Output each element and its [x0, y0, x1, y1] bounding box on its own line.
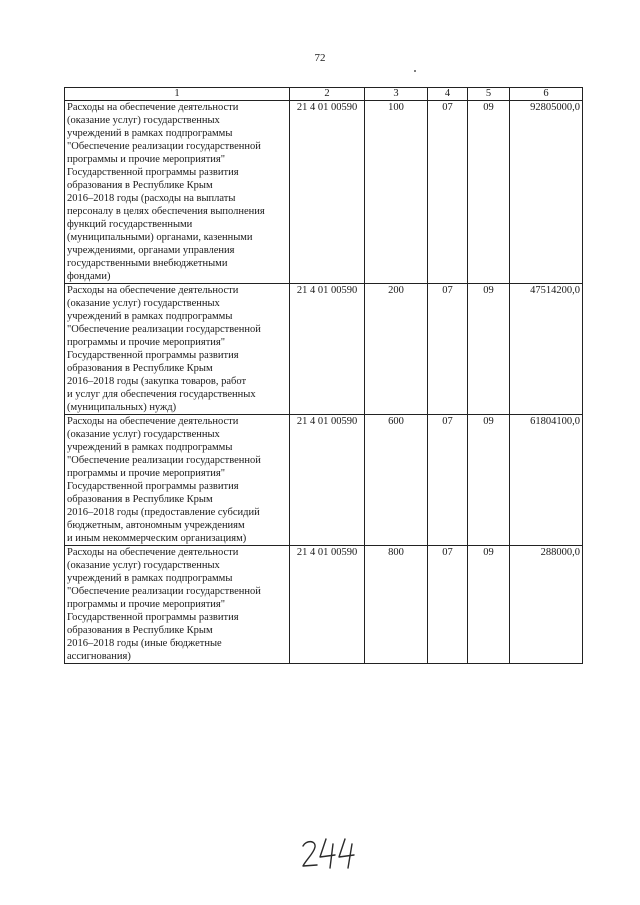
description-line: 2016–2018 годы (закупка товаров, работ [67, 376, 247, 387]
description-line: программы и прочие мероприятия" [67, 599, 226, 610]
expense-description [65, 546, 290, 664]
column-header: 4 [428, 88, 468, 101]
expense-type-cell: 600 [365, 415, 428, 546]
description-line: Государственной программы развития [67, 481, 239, 492]
description-line: (оказание услуг) государственных [67, 115, 220, 126]
target-code-cell: 21 4 01 00590 [290, 284, 365, 415]
description-line: Государственной программы развития [67, 350, 239, 361]
description-line: учреждений в рамках подпрограммы [67, 442, 233, 453]
description-line: (муниципальными) органами, казенными [67, 232, 253, 243]
description-line: и услуг для обеспечения государственных [67, 389, 256, 400]
description-line: Расходы на обеспечение деятельности [67, 547, 239, 558]
column-header: 1 [65, 88, 290, 101]
section-cell: 07 [428, 415, 468, 546]
description-line: 2016–2018 годы (расходы на выплаты [67, 193, 236, 204]
description-line: образования в Республике Крым [67, 625, 213, 636]
table-row [65, 101, 583, 284]
description-line: программы и прочие мероприятия" [67, 468, 226, 479]
expense-type-cell: 200 [365, 284, 428, 415]
description-line: учреждений в рамках подпрограммы [67, 573, 233, 584]
description-line: фондами) [67, 271, 111, 282]
subsection-cell: 09 [468, 546, 510, 664]
table-row [65, 546, 583, 664]
description-line: персоналу в целях обеспечения выполнения [67, 206, 265, 217]
section-cell: 07 [428, 284, 468, 415]
column-header: 3 [365, 88, 428, 101]
page-number: 72 [314, 52, 326, 64]
description-line: учреждениями, органами управления [67, 245, 235, 256]
column-header: 2 [290, 88, 365, 101]
section-cell: 07 [428, 101, 468, 284]
description-line: Расходы на обеспечение деятельности [67, 416, 239, 427]
description-line: учреждений в рамках подпрограммы [67, 128, 233, 139]
column-header: 5 [468, 88, 510, 101]
description-line: и иным некоммерческим организациям) [67, 533, 247, 544]
description-line: "Обеспечение реализации государственной [67, 586, 261, 597]
description-line: бюджетным, автономным учреждениям [67, 520, 245, 531]
amount-cell: 92805000,0 [510, 101, 583, 284]
table-row [65, 415, 583, 546]
description-line: программы и прочие мероприятия" [67, 154, 226, 165]
description-line: Государственной программы развития [67, 612, 239, 623]
budget-table [64, 87, 583, 664]
expense-type-cell: 800 [365, 546, 428, 664]
section-cell: 07 [428, 546, 468, 664]
description-line: (муниципальных) нужд) [67, 402, 177, 413]
amount-cell: 288000,0 [510, 546, 583, 664]
description-line: "Обеспечение реализации государственной [67, 141, 261, 152]
handwritten-number-graphic [300, 836, 370, 870]
subsection-cell: 09 [468, 284, 510, 415]
description-line: образования в Республике Крым [67, 494, 213, 505]
scan-speck [414, 70, 416, 72]
description-line: (оказание услуг) государственных [67, 560, 220, 571]
target-code-cell: 21 4 01 00590 [290, 546, 365, 664]
expense-type-cell: 100 [365, 101, 428, 284]
description-line: "Обеспечение реализации государственной [67, 324, 261, 335]
description-line: 2016–2018 годы (предоставление субсидий [67, 507, 260, 518]
description-line: (оказание услуг) государственных [67, 429, 220, 440]
header-row [65, 88, 583, 101]
subsection-cell: 09 [468, 415, 510, 546]
description-line: "Обеспечение реализации государственной [67, 455, 261, 466]
description-line: программы и прочие мероприятия" [67, 337, 226, 348]
description-line: образования в Республике Крым [67, 363, 213, 374]
table-row [65, 284, 583, 415]
expense-description [65, 101, 290, 284]
description-line: Государственной программы развития [67, 167, 239, 178]
expense-description [65, 415, 290, 546]
description-line: 2016–2018 годы (иные бюджетные [67, 638, 222, 649]
amount-cell: 61804100,0 [510, 415, 583, 546]
description-line: Расходы на обеспечение деятельности [67, 285, 239, 296]
description-line: (оказание услуг) государственных [67, 298, 220, 309]
description-line: Расходы на обеспечение деятельности [67, 102, 239, 113]
description-line: ассигнования) [67, 651, 131, 662]
subsection-cell: 09 [468, 101, 510, 284]
description-line: образования в Республике Крым [67, 180, 213, 191]
expense-description [65, 284, 290, 415]
description-line: учреждений в рамках подпрограммы [67, 311, 233, 322]
target-code-cell: 21 4 01 00590 [290, 415, 365, 546]
amount-cell: 47514200,0 [510, 284, 583, 415]
target-code-cell: 21 4 01 00590 [290, 101, 365, 284]
handwritten-page-number [300, 836, 370, 875]
description-line: функций государственными [67, 219, 193, 230]
description-line: государственными внебюджетными [67, 258, 228, 269]
column-header: 6 [510, 88, 583, 101]
